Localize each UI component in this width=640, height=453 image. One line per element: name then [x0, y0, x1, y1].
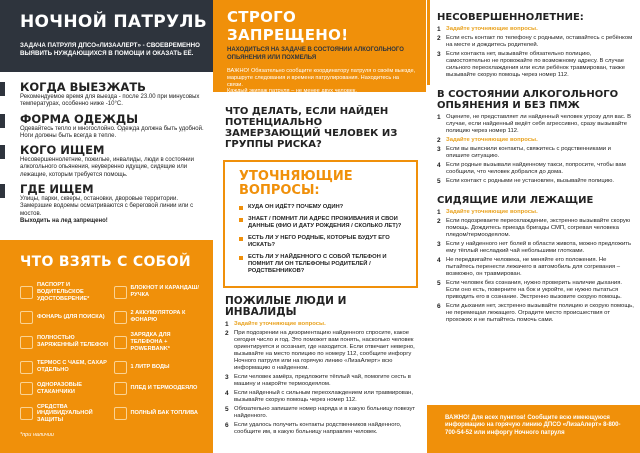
step-text: Если человек замёрз, предложите тёплый чай, помогите сесть в машину и накройте термоодеялом.	[234, 374, 411, 387]
lying-heading: СИДЯЩИЕ ИЛИ ЛЕЖАЩИЕ	[437, 195, 594, 206]
list-step	[437, 257, 636, 278]
info-sections	[0, 80, 213, 225]
step-number: 4	[225, 390, 229, 397]
info-section	[0, 143, 213, 179]
step-text: Если контакт с родными не установлен, вызывайте полицию.	[446, 178, 615, 184]
take-item	[20, 332, 110, 352]
item-label: ОДНОРАЗОВЫЕ СТАКАНЧИКИ	[37, 381, 82, 395]
step-number: 2	[225, 330, 229, 337]
step-text: Если дыхания нет, экстренно вызывайте полицию и скорую помощь, не перемещая лежащего. Оградите место происшествия от прохожих и не пытайтесь помочь сами.	[446, 303, 634, 323]
section-heading: ФОРМА ОДЕЖДЫ	[20, 111, 139, 126]
step-text: Обязательно запишите номер наряда и в какую больницу повезут найденного.	[234, 406, 416, 419]
list-step	[225, 390, 420, 404]
step-number: 6	[437, 303, 441, 310]
item-label: БЛОКНОТ И КАРАНДАШ/РУЧКА	[130, 285, 199, 299]
list-step	[437, 280, 636, 301]
question-text: КУДА ОН ИДЁТ? ПОЧЕМУ ОДИН?	[248, 204, 344, 210]
drunk-heading: В СОСТОЯНИИ АЛКОГОЛЬНОГО ОПЬЯНЕНИЯ И БЕЗ ПМЖ	[437, 89, 619, 111]
list-step	[437, 218, 636, 239]
section-text: Улицы, парки, скверы, остановки, дворовые территории. Замерзшие водоемы осматриваются с береговой линии или с мостов.	[20, 196, 194, 217]
item-label: СРЕДСТВА ИНДИВИДУАЛЬНОЙ ЗАЩИТЫ	[37, 403, 93, 424]
take-grid	[20, 282, 203, 424]
minors-steps	[437, 26, 636, 79]
info-section	[0, 112, 213, 141]
step-number: 5	[437, 280, 441, 287]
item-icon	[20, 407, 33, 420]
list-step	[437, 137, 636, 144]
step-text: Если удалось получить контакты родственников найденного, сообщите им, в какую больницу направлен человек.	[234, 422, 402, 435]
question-item	[239, 235, 408, 249]
item-icon	[20, 382, 33, 395]
step-number: 2	[437, 35, 441, 42]
step-number: 1	[437, 114, 441, 121]
list-step	[437, 303, 636, 324]
take-item	[114, 332, 204, 352]
step-text: Задайте уточняющие вопросы.	[446, 209, 538, 215]
item-icon	[114, 361, 127, 374]
forbidden-banner	[213, 0, 426, 95]
header	[0, 0, 213, 72]
item-label: ЗАРЯДКА ДЛЯ ТЕЛЕФОНА + POWERBANK*	[130, 331, 171, 352]
step-number: 2	[437, 218, 441, 225]
section-heading: ГДЕ ИЩЕМ	[20, 182, 94, 197]
list-step	[225, 422, 420, 436]
info-section	[0, 80, 213, 109]
list-step	[225, 406, 420, 420]
section-text: Рекомендуемое время для выезда - после 23.00 при минусовых температурах, особенно ниже -10°С.	[20, 94, 200, 108]
step-text: Если есть контакт по телефону с родными, оставайтесь с ребёнком на месте и дождитесь родителей.	[446, 35, 633, 48]
take-item	[114, 282, 204, 302]
step-number: 3	[437, 146, 441, 153]
step-text: Задайте уточняющие вопросы.	[446, 137, 538, 143]
step-number: 5	[225, 406, 229, 413]
question-text: ЕСТЬ ЛИ У НАЙДЕННОГО С СОБОЙ ТЕЛЕФОН И ПОМНИТ ЛИ ОН ТЕЛЕФОНЫ РОДИТЕЛЕЙ / РОДСТВЕННИКОВ?	[248, 254, 387, 274]
step-text: Если подозреваете переохлаждение, экстренно вызывайте скорую помощь. Дождитесь приезда бригады СМП, согревая человека пледом/термоодеялом.	[446, 218, 631, 238]
step-text: Если у найденного нет болей в области живота, можно предложить ему тёплый несладкий чай небольшими глотками.	[446, 241, 632, 254]
section-marker	[0, 114, 5, 128]
step-number: 5	[437, 178, 441, 185]
step-text: Задайте уточняющие вопросы.	[446, 26, 538, 32]
section-heading: КОГДА ВЫЕЗЖАТЬ	[20, 80, 146, 94]
list-step	[437, 241, 636, 255]
minors-heading: НЕСОВЕРШЕННОЛЕТНИЕ:	[437, 12, 584, 23]
item-icon	[20, 286, 33, 299]
bullet-icon	[239, 218, 243, 222]
step-number: 3	[225, 374, 229, 381]
take-item	[20, 404, 110, 424]
step-text: Если вы выяснили контакты, свяжитесь с родственниками и опишите ситуацию.	[446, 146, 611, 159]
section-heading: КОГО ИЩЕМ	[20, 143, 105, 158]
step-number: 4	[437, 257, 441, 264]
middle-panel	[213, 0, 426, 453]
take-item	[20, 282, 110, 302]
important-note: ВАЖНО! Обязательно сообщите координатору патруля о своём выезде, маршруте следования и времени патрулирования. Находитесь на связи.	[227, 68, 416, 88]
list-step	[437, 209, 636, 216]
section-text: Несовершеннолетние, пожилые, инвалиды, люди в состоянии алкогольного опьянения, неуверенно идущие, сидящие или лежащие, которым требуется помощь.	[20, 157, 194, 178]
step-text: Не передвигайте человека, не меняйте его положения. Не пытайтесь перенести лежачего в автомобиль для согревания – возможно, он травмирован.	[446, 257, 621, 277]
section-marker	[0, 145, 5, 159]
step-text: Если контакта нет, вызывайте обязательно полицию, самостоятельно не провожайте по возможному адресу. В случае сильного переохлаждения или если ребёнок травмирован, также вызывайте скорую помощь через номер 112.	[446, 51, 626, 78]
item-label: ТЕРМОС С ЧАЕМ, САХАР ОТДЕЛЬНО	[37, 360, 107, 374]
list-step	[437, 162, 636, 176]
elderly-steps	[225, 321, 420, 436]
step-text: Задайте уточняющие вопросы.	[234, 321, 326, 327]
item-icon	[114, 407, 127, 420]
item-label: ФОНАРЬ (ДЛЯ ПОИСКА)	[37, 313, 105, 320]
left-panel	[0, 0, 213, 453]
step-text: Если родные вызывали найденному такси, попросите, чтобы вам сообщили, что человек добрался до дома.	[446, 162, 626, 175]
list-step	[225, 321, 420, 328]
elderly-heading: ПОЖИЛЫЕ ЛЮДИ И ИНВАЛИДЫ	[225, 295, 347, 318]
item-label: 2 АККУМУЛЯТОРА К ФОНАРЮ	[130, 310, 186, 324]
list-step	[437, 178, 636, 185]
step-number: 6	[225, 422, 229, 429]
question-text: ЗНАЕТ / ПОМНИТ ЛИ АДРЕС ПРОЖИВАНИЯ И СВОИ ДАННЫЕ (ФИО И ДАТУ РОЖДЕНИЯ / СКОЛЬКО ЛЕТ)?	[248, 216, 402, 229]
step-number: 1	[437, 26, 441, 33]
list-step	[437, 114, 636, 135]
item-label: ПЛЕД И ТЕРМООДЕЯЛО	[130, 385, 198, 392]
list-step	[437, 146, 636, 160]
bullet-icon	[239, 206, 243, 210]
info-section	[0, 182, 213, 225]
step-text: Если человек без сознания, нужно проверить наличие дыхания. Если оно есть, поверните на бок и укройте, не нужно пытаться приводить его в сознание. Экстренно вызовите скорую помощь.	[446, 280, 623, 300]
item-label: ПОЛНЫЙ БАК ТОПЛИВА	[130, 410, 198, 417]
what-to-take-box	[0, 240, 213, 453]
crew-note: Каждый экипаж патруля – не менее двух человек.	[227, 88, 357, 95]
section-marker	[0, 184, 5, 198]
item-icon	[20, 336, 33, 349]
take-item	[114, 404, 204, 424]
bullet-icon	[239, 256, 243, 260]
question-text: ЕСТЬ ЛИ У НЕГО РОДНЫЕ, КОТОРЫЕ БУДУТ ЕГО ИСКАТЬ?	[248, 235, 390, 248]
take-item	[114, 382, 204, 396]
footer-important: ВАЖНО! Для всех пунктов! Сообщите всю имеющуюся информацию на горячую линию ДПСО «ЛизаАлерт» 8-800-700-54-52 или инфоргу Ночного патруля	[427, 405, 640, 453]
take-item	[20, 382, 110, 396]
take-item	[114, 360, 204, 374]
section-text: Одевайтесь тепло и многослойно. Одежда должна быть удобной. Ноги должны быть всегда в тепле.	[20, 125, 204, 139]
item-icon	[114, 382, 127, 395]
question-item	[239, 204, 408, 211]
step-number: 3	[437, 51, 441, 58]
list-step	[437, 51, 636, 79]
step-text: Если найденный с сильным переохлаждением или травмирован, вызывайте скорую помощь через номер 112.	[234, 390, 414, 403]
list-step	[437, 26, 636, 33]
item-icon	[20, 311, 33, 324]
drunk-steps	[437, 114, 636, 185]
question-item	[239, 216, 408, 230]
subtitle: ЗАДАЧА ПАТРУЛЯ ДПСО«ЛИЗААЛЕРТ» - СВОЕВРЕМЕННО ВЫЯВИТЬ НУЖДАЮЩИХСЯ В ПОМОЩИ И ОКАЗАТЬ ЕЁ.	[20, 42, 200, 57]
take-item	[20, 310, 110, 324]
step-number: 2	[437, 137, 441, 144]
step-number: 1	[225, 321, 229, 328]
section-warning: Выходить на лед запрещено!	[20, 217, 108, 224]
take-title: ЧТО ВЗЯТЬ С СОБОЙ	[20, 254, 191, 270]
question-heading: ЧТО ДЕЛАТЬ, ЕСЛИ НАЙДЕН ПОТЕНЦИАЛЬНО ЗАМЕРЗАЮЩИЙ ЧЕЛОВЕК ИЗ ГРУППЫ РИСКА?	[225, 106, 398, 150]
item-icon	[20, 361, 33, 374]
right-panel	[427, 0, 640, 453]
clarify-title: УТОЧНЯЮЩИЕ ВОПРОСЫ:	[239, 169, 353, 198]
banner-warning: НАХОДИТЬСЯ НА ЗАДАЧЕ В СОСТОЯНИИ АЛКОГОЛЬНОГО ОПЬЯНЕНИЯ ИЛИ ПОХМЕЛЬЯ	[227, 47, 404, 61]
step-number: 4	[437, 162, 441, 169]
item-icon	[114, 336, 127, 349]
banner-title: СТРОГО ЗАПРЕЩЕНО!	[227, 8, 349, 44]
page-title: НОЧНОЙ ПАТРУЛЬ	[20, 12, 208, 32]
item-label: 1 ЛИТР ВОДЫ	[130, 363, 170, 370]
take-item	[20, 360, 110, 374]
item-icon	[114, 286, 127, 299]
footnote: *при наличии	[20, 431, 54, 438]
take-item	[114, 310, 204, 324]
item-label: ПАСПОРТ И ВОДИТЕЛЬСКОЕ УДОСТОВЕРЕНИЕ*	[37, 282, 90, 302]
question-item	[239, 254, 408, 275]
item-label: ПОЛНОСТЬЮ ЗАРЯЖЕННЫЙ ТЕЛЕФОН	[37, 335, 109, 349]
section-marker	[0, 82, 5, 96]
bullet-icon	[239, 237, 243, 241]
item-icon	[114, 311, 127, 324]
step-text: Оцените, не представляет ли найденный человек угрозу для вас. В случае, если найденный ведёт себя агрессивно, сразу вызывайте полицию через номер 112.	[446, 114, 632, 134]
step-text: При подозрении на дезориентацию найденного спросите, какое сегодня число и год. Это поможет вам понять, насколько человек ориентируется и осознает, где находится. Если отвечает неверно, вызывайте на место полицию по номеру 112, сообщите инфоргу Ночного патруля или на горячую линию «ЛизаАлерт» всю информацию о найденном.	[234, 330, 415, 371]
step-number: 1	[437, 209, 441, 216]
clarifying-questions-box	[223, 160, 418, 288]
list-step	[437, 35, 636, 49]
lying-steps	[437, 209, 636, 324]
list-step	[225, 374, 420, 388]
list-step	[225, 330, 420, 372]
step-number: 3	[437, 241, 441, 248]
